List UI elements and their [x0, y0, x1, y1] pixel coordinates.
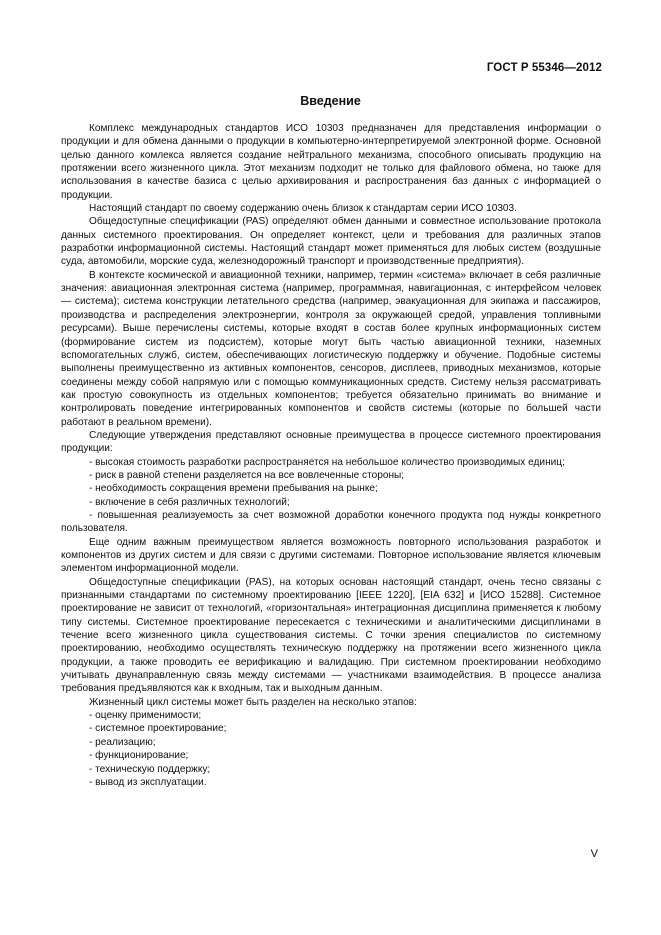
paragraph: Общедоступные спецификации (PAS), на которых основан настоящий стандарт, очень тесно связаны с признанными стандартами по системному проектированию [IEEE 1220], [EIA 632] и [ИСО 15288]. Системное проектирование не зависит от технологий, «горизонтальная» интеграционная дисциплина применяется к любому типу системы. Системное проектирование пересекается с техническими и аналитическими дисциплинами в течение всего жизненного цикла существования системы. С точки зрения специалистов по системному проектированию, необходимо осуществлять техническую поддержку на протяжении всего жизненного цикла продукции, а также проводить ее верификацию и валидацию. При системном проектировании необходимо учитывать двунаправленную связь между системами — участниками взаимодействия. В процессе анализа требования предъявляются как к входным, так и выходным данным.: [61, 576, 601, 695]
list-item: - риск в равной степени разделяется на все вовлеченные стороны;: [89, 469, 405, 481]
paragraph: Настоящий стандарт по своему содержанию очень близок к стандартам серии ИСО 10303.: [89, 203, 517, 215]
list-item: - техническую поддержку;: [89, 763, 211, 775]
list-item: - повышенная реализуемость за счет возможной доработки конечного продукта под нужды конкретного пользователя.: [61, 509, 601, 535]
paragraph: Общедоступные спецификации (PAS) определяют обмен данными и совместное использование протокола данных системного проектирования. Он определяет контекст, цели и требования для различных этапов разработки информационной системы. Настоящий стандарт может применяться для любых систем (воздушные суда, автомобили, морские суда, железнодорожный транспорт и производственные предприятия).: [61, 216, 601, 268]
list-item: - функционирование;: [89, 750, 189, 762]
paragraph: Жизненный цикл системы может быть разделен на несколько этапов:: [89, 696, 417, 708]
page-number: V: [590, 848, 598, 860]
paragraph: Еще одним важным преимуществом является возможность повторного использования разработок и компонентов из других систем и для связи с другими системами. Повторное использование является ключевым элементом информационной модели.: [61, 536, 601, 575]
paragraph: Следующие утверждения представляют основные преимущества в процессе системного проектирования продукции:: [61, 429, 601, 455]
list-item: - включение в себя различных технологий;: [89, 496, 290, 508]
list-item: - высокая стоимость разработки распространяется на небольшое количество производимых единиц;: [89, 456, 565, 468]
standard-id-header: ГОСТ Р 55346—2012: [486, 62, 602, 74]
paragraph: Комплекс международных стандартов ИСО 10303 предназначен для представления информации о продукции и для обмена данными о продукции в компьютерно-интерпретируемой электронной форме. Основной целью данного комлекса является создание нейтрального механизма, способного описывать продукцию на протяжении всего жизненного цикла. Этот механизм подходит не только для файлового обмена, но также для использования в качестве базиса с целью архивирования и распространения баз данных с информацией о продукции.: [61, 123, 601, 201]
list-item: - системное проектирование;: [89, 723, 227, 735]
list-item: - реализацию;: [89, 736, 156, 748]
paragraph: В контексте космической и авиационной техники, например, термин «система» включает в себя различные значения: авиационная электронная система (например, программная, навигационная, с интерфейсом человек — система); система конструкции летательного средства (например, эвакуационная для экипажа и пассажиров, производства и распределения электроэнергии, контроля за окружающей средой, управления топливными ресурсами). Выше перечислены системы, которые входят в состав более крупных информационных систем (формирование систем из подсистем), которые могут быть частью авиационной техники, наземных вспомогательных служб, систем, обеспечивающих логистическую поддержку и обучение. Подобные системы выполнены преимущественно из активных компонентов, сенсоров, дисплеев, приводных механизмов, которые соединены между собой напрямую или с помощью коммуникационных средств. Систему нельзя рассматривать как простую совокупность из отдельных компонентов; требуется обязательно принимать во внимание и контролировать поведение интегрированных компонентов и свойств системы (которые по большей части работают в реальном времени).: [61, 269, 601, 428]
body-text: [61, 122, 601, 789]
list-item: - оценку применимости;: [89, 710, 202, 722]
list-item: - вывод из эксплуатации.: [89, 776, 207, 788]
section-title: Введение: [300, 94, 361, 108]
advantages-list: [61, 456, 601, 536]
lifecycle-stages-list: [61, 709, 601, 789]
list-item: - необходимость сокращения времени пребывания на рынке;: [89, 483, 378, 495]
